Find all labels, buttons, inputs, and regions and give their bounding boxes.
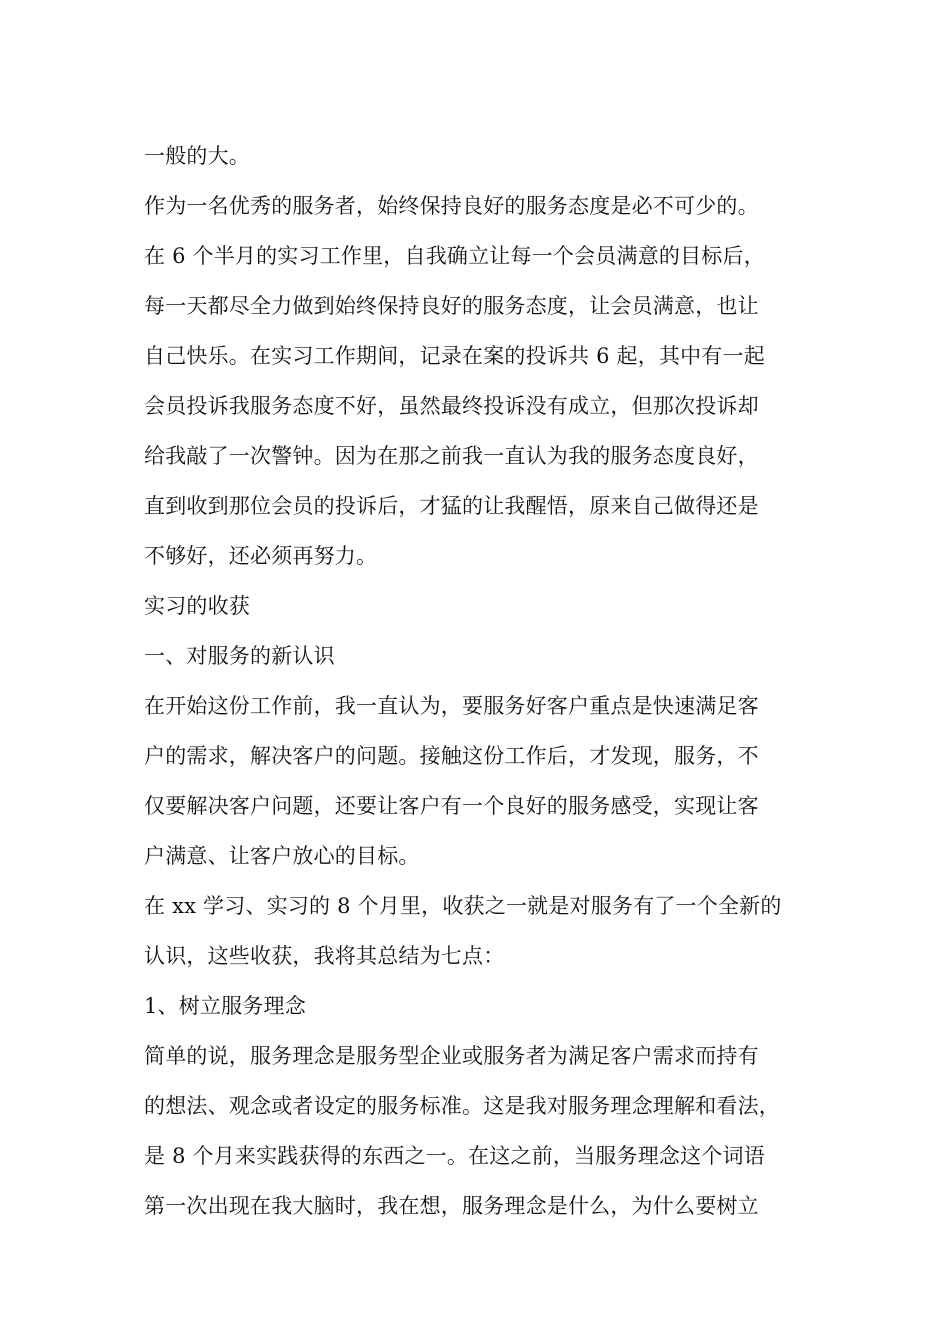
text-line: 在 6 个半月的实习工作里，自我确立让每一个会员满意的目标后，: [144, 244, 765, 268]
text-line: 户满意、让客户放心的目标。: [144, 844, 420, 868]
text-line: 是 8 个月来实践获得的东西之一。在这之前，当服务理念这个词语: [144, 1144, 765, 1168]
text-line: 给我敲了一次警钟。因为在那之前我一直认为我的服务态度良好，: [144, 444, 759, 468]
text-line: 一般的大。: [144, 144, 250, 168]
text-line: 作为一名优秀的服务者，始终保持良好的服务态度是必不可少的。: [144, 194, 759, 218]
subsection-heading: 一、对服务的新认识: [144, 644, 335, 668]
text-line: 户的需求，解决客户的问题。接触这份工作后，才发现，服务，不: [144, 744, 759, 768]
text-line: 在 xx 学习、实习的 8 个月里，收获之一就是对服务有了一个全新的: [144, 894, 782, 918]
text-line: 仅要解决客户问题，还要让客户有一个良好的服务感受，实现让客: [144, 794, 759, 818]
section-heading: 实习的收获: [144, 594, 250, 618]
text-line: 会员投诉我服务态度不好，虽然最终投诉没有成立，但那次投诉却: [144, 394, 759, 418]
document-body: [144, 131, 824, 1231]
text-line: 第一次出现在我大脑时，我在想，服务理念是什么，为什么要树立: [144, 1194, 759, 1218]
text-line: 不够好，还必须再努力。: [144, 544, 378, 568]
text-line: 的想法、观念或者设定的服务标准。这是我对服务理念理解和看法，: [144, 1094, 780, 1118]
text-line: 每一天都尽全力做到始终保持良好的服务态度，让会员满意，也让: [144, 294, 759, 318]
text-line: 直到收到那位会员的投诉后，才猛的让我醒悟，原来自己做得还是: [144, 494, 759, 518]
text-line: 简单的说，服务理念是服务型企业或服务者为满足客户需求而持有: [144, 1044, 759, 1068]
text-line: 在开始这份工作前，我一直认为，要服务好客户重点是快速满足客: [144, 694, 759, 718]
text-line: 自己快乐。在实习工作期间，记录在案的投诉共 6 起，其中有一起: [144, 344, 765, 368]
text-line: 认识，这些收获，我将其总结为七点：: [144, 944, 505, 968]
list-heading: 1、树立服务理念: [144, 994, 306, 1018]
